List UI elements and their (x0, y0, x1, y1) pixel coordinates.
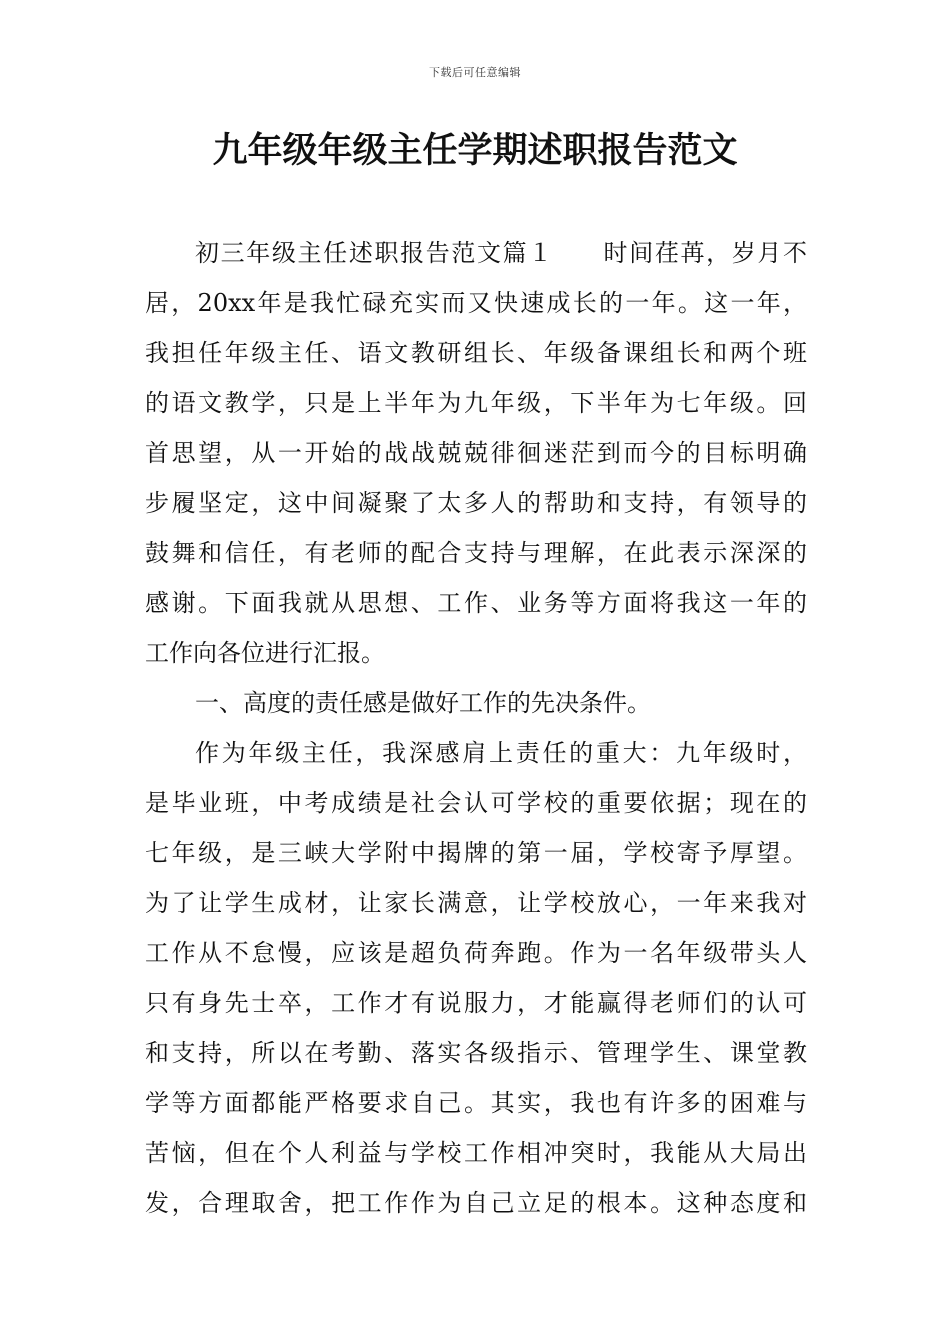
paragraph-1-line-3: 我担任年级主任、语文教研组长、年级备课组长和两个班 (145, 339, 807, 367)
paragraph-3-line-1: 作为年级主任，我深感肩上责任的重大：九年级时， (195, 739, 807, 767)
paragraph-1-line-8: 感谢。下面我就从思想、工作、业务等方面将我这一年的 (145, 589, 807, 617)
paragraph-3-line-2: 是毕业班，中考成绩是社会认可学校的重要依据；现在的 (145, 789, 807, 817)
paragraph-1-line-4: 的语文教学，只是上半年为九年级，下半年为七年级。回 (145, 389, 807, 417)
paragraph-3-line-9: 苦恼，但在个人利益与学校工作相冲突时，我能从大局出 (145, 1139, 807, 1167)
paragraph-1-line-9: 工作向各位进行汇报。 (145, 639, 385, 667)
paragraph-3-line-4: 为了让学生成材，让家长满意，让学校放心，一年来我对 (145, 889, 807, 917)
document-title: 九年级年级主任学期述职报告范文 (212, 131, 738, 171)
paragraph-3-line-8: 学等方面都能严格要求自己。其实，我也有许多的困难与 (145, 1089, 807, 1117)
paragraph-1-line-7: 鼓舞和信任，有老师的配合支持与理解，在此表示深深的 (145, 539, 807, 567)
paragraph-1-line-5: 首思望，从一开始的战战兢兢徘徊迷茫到而今的目标明确 (145, 439, 807, 467)
document-body (145, 228, 807, 1228)
paragraph-3-line-6: 只有身先士卒，工作才有说服力，才能赢得老师们的认可 (145, 989, 807, 1017)
paragraph-3-line-5: 工作从不怠慢，应该是超负荷奔跑。作为一名年级带头人 (145, 939, 807, 967)
paragraph-3-line-10: 发，合理取舍，把工作作为自己立足的根本。这种态度和 (145, 1189, 807, 1217)
paragraph-text: 时间荏苒，岁月不 (601, 239, 807, 267)
section-heading: 初三年级主任述职报告范文篇１ (195, 239, 554, 267)
paragraph-1-line-1 (145, 228, 807, 278)
paragraph-1-line-6: 步履坚定，这中间凝聚了太多人的帮助和支持，有领导的 (145, 489, 807, 517)
header-note: 下载后可任意编辑 (429, 66, 521, 79)
paragraph-3-line-3: 七年级，是三峡大学附中揭牌的第一届，学校寄予厚望。 (145, 839, 807, 867)
paragraph-1-line-2: 居，20xx年是我忙碌充实而又快速成长的一年。这一年， (145, 289, 807, 317)
paragraph-3-line-7: 和支持，所以在考勤、落实各级指示、管理学生、课堂教 (145, 1039, 807, 1067)
paragraph-2-line-1: 一、高度的责任感是做好工作的先决条件。 (195, 689, 651, 717)
